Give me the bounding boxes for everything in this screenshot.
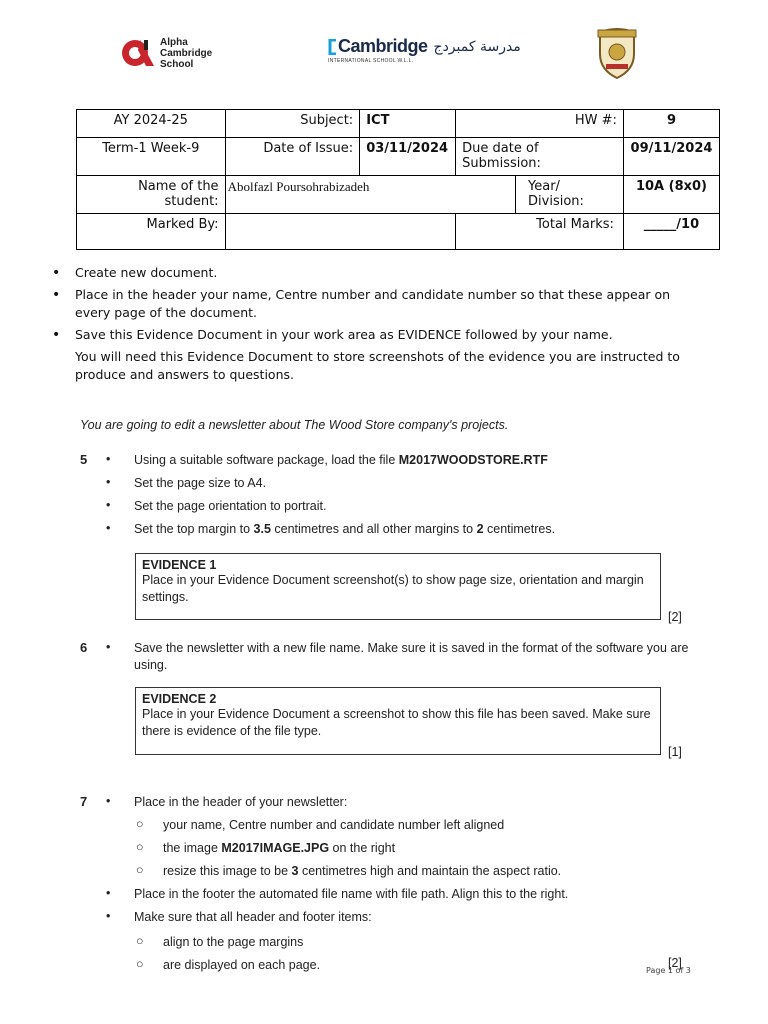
alpha-line-1: Alpha xyxy=(160,36,188,48)
school-crest-logo xyxy=(594,26,640,84)
circle-bullet: ○ xyxy=(136,840,144,854)
circle-bullet: ○ xyxy=(136,863,144,877)
q5-page-size: Set the page size to A4. xyxy=(134,476,267,490)
q5-margins: Set the top margin to 3.5 centimetres and all other margins to 2 centimetres. xyxy=(134,522,556,536)
evidence-1-title: EVIDENCE 1 xyxy=(142,558,217,572)
instruction-item: • Place in the header your name, Centre number and candidate number so that these appear on every page of the document. xyxy=(52,287,671,320)
question-5-number: 5 xyxy=(80,452,88,467)
bullet: • xyxy=(106,521,111,535)
cambridge-logo-text: Cambridge xyxy=(338,36,428,56)
evidence-1-box xyxy=(135,553,661,620)
cambridge-logo-sub: INTERNATIONAL SCHOOL W.L.L. xyxy=(328,58,414,64)
subject-value: ICT xyxy=(360,110,456,138)
total-marks-value: _____/10 xyxy=(623,214,719,250)
bullet: • xyxy=(106,452,111,466)
bullet: • xyxy=(106,886,111,900)
question-6-number: 6 xyxy=(80,640,88,655)
bullet: • xyxy=(106,640,111,654)
instruction-text: Save this Evidence Document in your work area as EVIDENCE followed by your name. xyxy=(75,327,613,342)
student-name-label: Name of the student: xyxy=(77,176,226,214)
q6-mark: [1] xyxy=(668,745,682,759)
evidence-2-text: Place in your Evidence Document a screenshot to show this file has been saved. Make sure there is evidence of the file type. xyxy=(142,707,651,738)
evidence-2-box xyxy=(135,687,661,755)
marked-by-label: Marked By: xyxy=(77,214,226,250)
cambridge-logo xyxy=(328,36,521,64)
instruction-item: • Save this Evidence Document in your work area as EVIDENCE followed by your name. xyxy=(52,327,613,343)
total-marks-label: Total Marks: xyxy=(456,214,624,250)
cambridge-mark-icon xyxy=(328,39,338,55)
instruction-text: Place in the header your name, Centre number and candidate number so that these appear on every page of the document. xyxy=(75,287,671,320)
circle-bullet: ○ xyxy=(136,957,144,971)
evidence-1-text: Place in your Evidence Document screenshot(s) to show page size, orientation and margin settings. xyxy=(142,573,644,604)
q7-header-name: your name, Centre number and candidate number left aligned xyxy=(163,818,505,832)
logo-bar xyxy=(0,22,768,82)
q7-resize-image: resize this image to be 3 centimetres high and maintain the aspect ratio. xyxy=(163,864,562,878)
hw-number-label: HW #: xyxy=(456,110,624,138)
alpha-cambridge-logo xyxy=(120,36,212,70)
homework-info-table xyxy=(76,109,720,250)
division-label: Year/ Division: xyxy=(516,176,624,214)
circle-bullet: ○ xyxy=(136,817,144,831)
q7-header-image: the image M2017IMAGE.JPG on the right xyxy=(163,841,396,855)
bullet: • xyxy=(106,475,111,489)
q5-load-file: Using a suitable software package, load the file M2017WOODSTORE.RTF xyxy=(134,453,548,467)
q5-mark: [2] xyxy=(668,610,682,624)
instruction-text: Create new document. xyxy=(75,265,218,280)
student-name-value: Abolfazl Poursohrabizadeh xyxy=(225,176,515,214)
hw-number-value: 9 xyxy=(623,110,719,138)
q7-mark: [2] xyxy=(668,956,682,970)
marked-by-value xyxy=(225,214,456,250)
q7-each-page: are displayed on each page. xyxy=(163,958,321,972)
bullet: • xyxy=(106,498,111,512)
evidence-2-title: EVIDENCE 2 xyxy=(142,692,217,706)
alpha-logo-icon xyxy=(120,36,156,70)
due-date-value: 09/11/2024 xyxy=(623,138,719,176)
q7-header-footer-items: Make sure that all header and footer items: xyxy=(134,910,372,924)
term-week-cell: Term-1 Week-9 xyxy=(77,138,226,176)
issue-date-value: 03/11/2024 xyxy=(360,138,456,176)
newsletter-intro: You are going to edit a newsletter about The Wood Store company's projects. xyxy=(80,418,509,432)
alpha-line-3: School xyxy=(160,58,194,70)
bullet: • xyxy=(106,909,111,923)
instruction-note: You will need this Evidence Document to store screenshots of the evidence you are instructed to produce and answers to questions. xyxy=(75,349,680,382)
q7-align-margins: align to the page margins xyxy=(163,935,304,949)
bullet: • xyxy=(106,794,111,808)
q7-header-instruction: Place in the header of your newsletter: xyxy=(134,795,348,809)
due-date-label: Due date of Submission: xyxy=(456,138,624,176)
q5-orientation: Set the page orientation to portrait. xyxy=(134,499,327,513)
circle-bullet: ○ xyxy=(136,934,144,948)
instruction-list xyxy=(52,264,692,384)
question-7-number: 7 xyxy=(80,794,88,809)
crest-icon xyxy=(594,26,640,80)
subject-label: Subject: xyxy=(225,110,360,138)
division-value: 10A (8x0) xyxy=(623,176,719,214)
academic-year-cell: AY 2024-25 xyxy=(77,110,226,138)
cambridge-logo-arabic: مدرسة كمبردج xyxy=(433,38,521,55)
alpha-line-2: Cambridge xyxy=(160,47,213,59)
issue-date-label: Date of Issue: xyxy=(225,138,360,176)
page-number: Page 1 of 3 xyxy=(646,966,691,975)
q7-footer-instruction: Place in the footer the automated file name with file path. Align this to the right. xyxy=(134,887,569,901)
instruction-item: • Create new document. xyxy=(52,265,218,281)
q6-save-newsletter: Save the newsletter with a new file name. Make sure it is saved in the format of the software you are using. xyxy=(134,641,689,672)
